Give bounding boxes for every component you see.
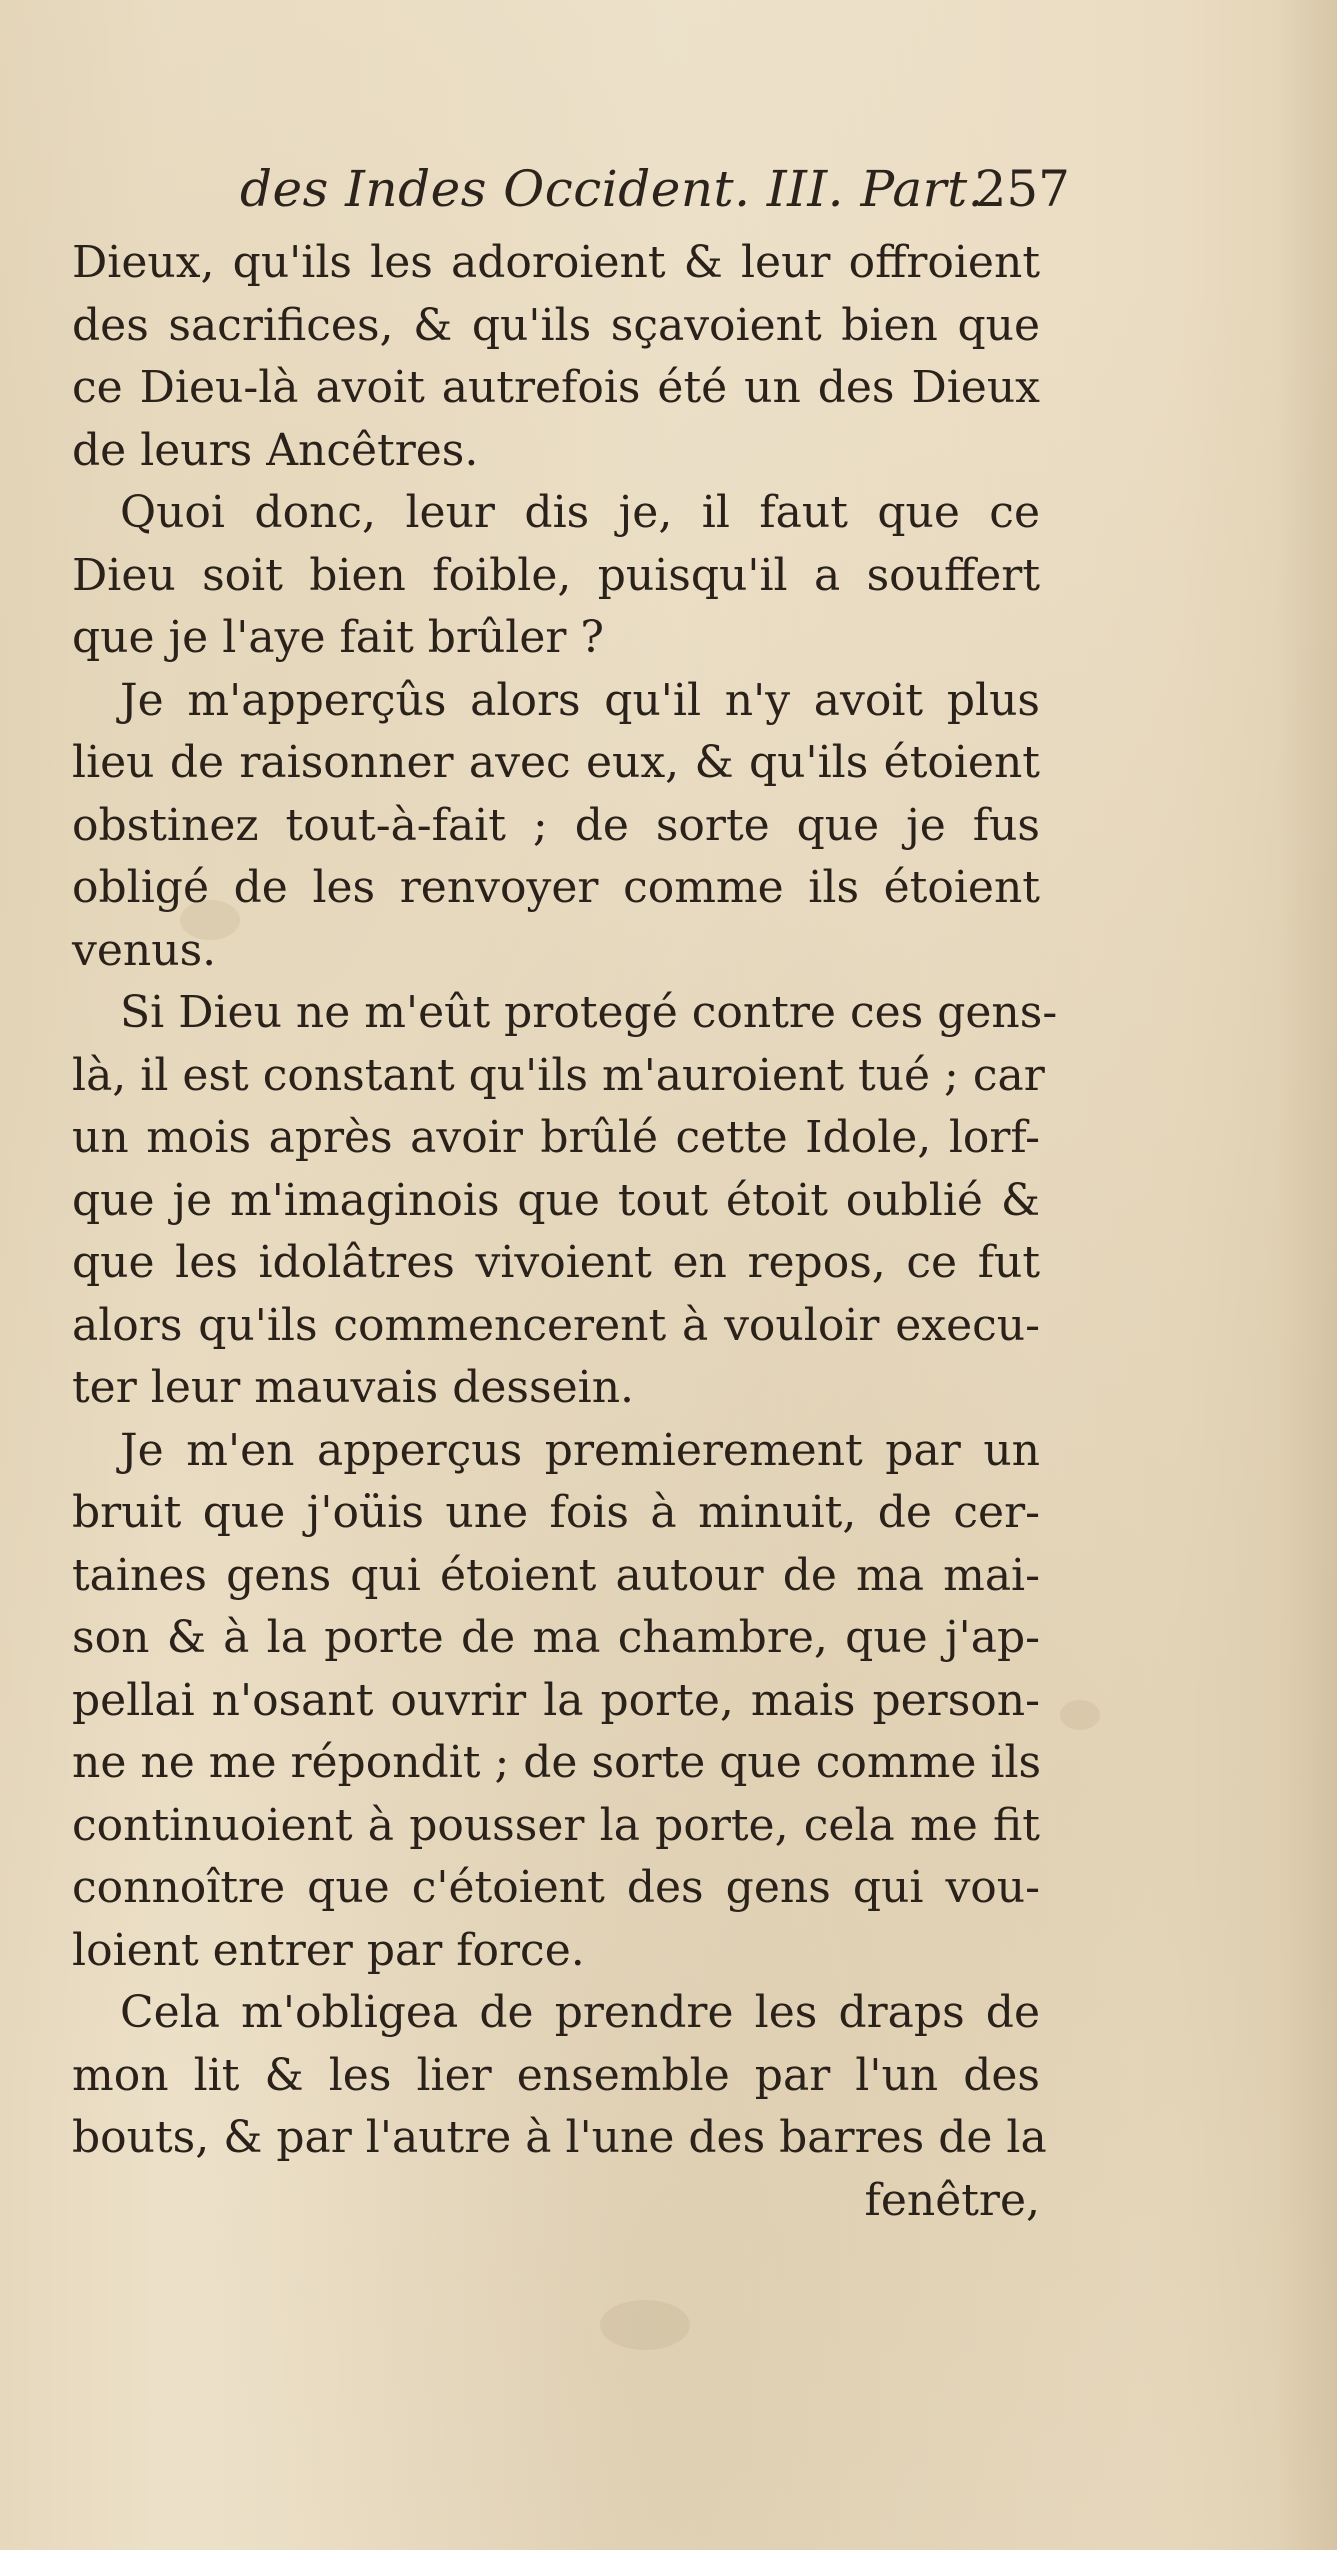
text-line: loient entrer par force. (72, 1924, 585, 1976)
paper-stain (600, 2300, 690, 2350)
text-line: bruit que j'oüis une fois à minuit, de cer- (72, 1487, 1040, 1538)
text-line: taines gens qui étoient autour de ma mai- (72, 1549, 1040, 1601)
text-line: connoître que c'étoient des gens qui vou- (72, 1862, 1040, 1913)
page-number: 257 (974, 160, 1070, 218)
text-line: Je m'apperçûs alors qu'il n'y avoit plus (120, 674, 1040, 726)
text-line: bouts, & par l'autre à l'une des barres de la (72, 2112, 1047, 2163)
text-line: que je l'aye fait brûler ? (72, 612, 604, 663)
text-line: là, il est constant qu'ils m'auroient tué ; car (72, 1049, 1045, 1101)
text-line: venus. (72, 924, 217, 976)
text-line: obstinez tout-à-fait ; de sorte que je fus (72, 799, 1040, 851)
paper-stain (1060, 1700, 1100, 1730)
text-line: Cela m'obligea de prendre les draps de (120, 1987, 1040, 2038)
text-line: de leurs Ancêtres. (72, 424, 479, 476)
text-line: que les idolâtres vivoient en repos, ce fut (72, 1237, 1040, 1288)
text-line: que je m'imaginois que tout étoit oublié & (72, 1174, 1040, 1226)
text-line: lieu de raisonner avec eux, & qu'ils étoient (72, 737, 1040, 788)
catchword: fenêtre, (864, 2174, 1040, 2226)
page-header (240, 160, 1070, 240)
text-line: ce Dieu-là avoit autrefois été un des Dieux (72, 362, 1040, 413)
text-line: ne ne me répondit ; de sorte que comme ils (72, 1737, 1042, 1788)
text-line: alors qu'ils commencerent à vouloir execu- (72, 1299, 1040, 1351)
text-line: Si Dieu ne m'eût protegé contre ces gens- (120, 987, 1058, 1038)
text-line: ter leur mauvais dessein. (72, 1362, 635, 1413)
text-line: Dieu soit bien foible, puisqu'il a souffert (72, 549, 1040, 601)
running-head: des Indes Occident. III. Part. (240, 160, 985, 218)
text-line: son & à la porte de ma chambre, que j'ap- (72, 1612, 1040, 1663)
page-edge-shadow (1277, 0, 1337, 2550)
text-line: Quoi donc, leur dis je, il faut que ce (120, 487, 1040, 538)
text-line: mon lit & les lier ensemble par l'un des (72, 2049, 1040, 2101)
text-line: Dieux, qu'ils les adoroient & leur offroient (72, 237, 1040, 288)
text-line: des sacrifices, & qu'ils sçavoient bien que (72, 299, 1040, 351)
text-line: pellai n'osant ouvrir la porte, mais person- (72, 1674, 1040, 1726)
text-line: obligé de les renvoyer comme ils étoient (72, 862, 1040, 913)
text-line: continuoient à pousser la porte, cela me fit (72, 1799, 1040, 1851)
body-text (72, 232, 1058, 2232)
text-line: un mois après avoir brûlé cette Idole, lorf- (72, 1112, 1040, 1163)
text-line: Je m'en apperçus premierement par un (120, 1424, 1040, 1476)
